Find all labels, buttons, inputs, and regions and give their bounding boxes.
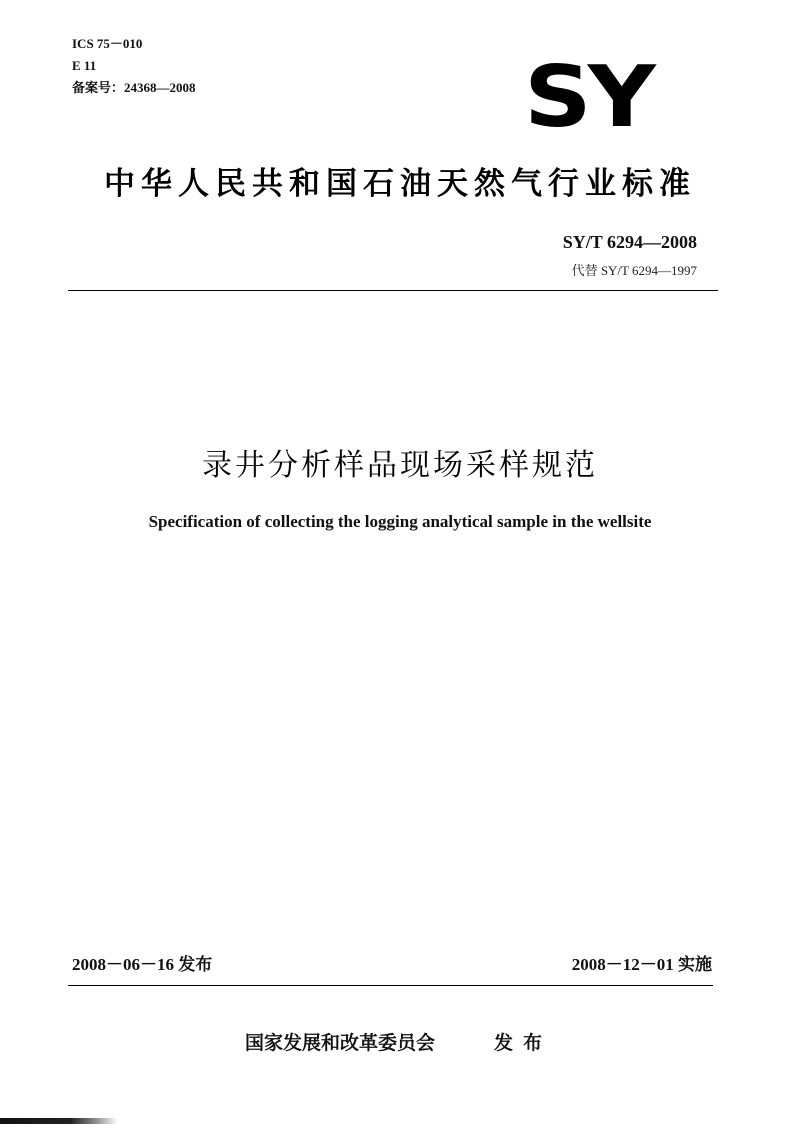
document-title: 录井分析样品现场采样规范: [202, 448, 598, 483]
issue-action: 发布: [494, 1032, 553, 1054]
implementation-date: 2008－12－01 实施: [571, 955, 712, 974]
bottom-divider: [68, 985, 713, 986]
replaces-standard: 代替 SY/T 6294—1997: [571, 263, 697, 278]
top-divider: [68, 290, 718, 291]
standard-type-title: 中华人民共和国石油天然气行业标准: [104, 166, 696, 202]
scan-artifact: [0, 1118, 118, 1124]
filing-number: 备案号：24368—2008: [72, 80, 196, 95]
ics-code: ICS 75－010: [72, 36, 143, 51]
document-title-english: Specification of collecting the logging analytical sample in the wellsite: [148, 512, 652, 531]
standard-code: SY/T 6294—2008: [562, 232, 697, 252]
category-code: E 11: [72, 58, 97, 73]
issuing-authority: 国家发展和改革委员会: [245, 1032, 436, 1054]
sy-logo: SY: [524, 48, 652, 147]
issue-date: 2008－06－16 发布: [72, 955, 213, 974]
